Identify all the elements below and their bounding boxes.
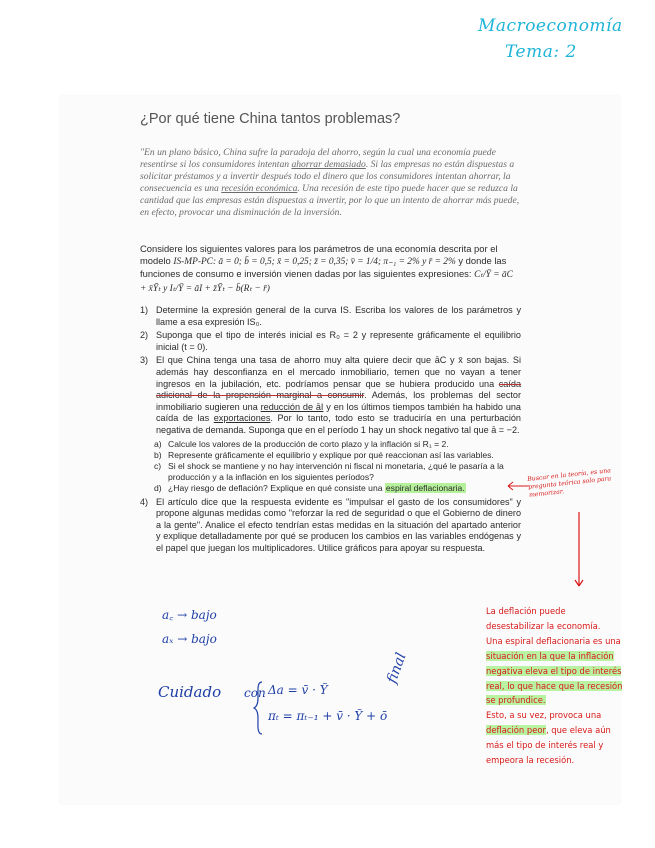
subquestion-text: Calcule los valores de la producción de corto plazo y la inflación si R₁ = 2. xyxy=(168,438,449,449)
subquestion-letter: c) xyxy=(154,460,162,471)
side-note-line-highlighted: real, lo que hace que la recesión xyxy=(486,680,623,691)
subquestion-text: Represente gráficamente el equilibrio y explique por qué reaccionan así las variables. xyxy=(168,449,494,460)
question-text: Determine la expresión general de la curva IS. Escriba los valores de los parámetros y llame a esa expresión IS₀. xyxy=(156,305,521,327)
quote-text: . Si las empresas no están dispuestas a solicitar préstamos y a invertir después todo el dinero que los consumidores intentan ahorrar, la consecuencia es una xyxy=(140,159,515,194)
subquestion-letter: d) xyxy=(154,483,162,494)
question-list xyxy=(140,305,521,557)
subquestion-b xyxy=(140,450,521,461)
handwritten-equation-2: πₜ = πₜ₋₁ + v̄ · Ỹ + ō xyxy=(268,709,388,723)
handwritten-topic: Tema: 2 xyxy=(505,42,577,62)
question-4 xyxy=(140,497,521,555)
side-note-line: La deflación puede xyxy=(486,606,566,616)
subquestion-text: Si el shock se mantiene y no hay intervención ni fiscal ni monetaria, ¿qué le pasaría a la producción y a la inflación en los siguientes períodos? xyxy=(168,460,504,483)
side-note-line-highlighted: se profundice. xyxy=(486,695,546,706)
question-number: 4) xyxy=(140,496,149,507)
handwritten-note-as: aₓ → bajo xyxy=(162,632,217,646)
side-note-line: , que eleva aún xyxy=(545,725,611,736)
side-note-line-highlighted: situación en la que la inflación xyxy=(486,650,614,661)
subquestion-c xyxy=(140,461,521,483)
question-text: El artículo dice que la respuesta evidente es "impulsar el gasto de los consumidores" y propone algunas medidas como "reforzar la red de seguridad o que el Gobierno de dinero a la gente". Analice el efecto tendrían estas medidas en la situación del apartado anterior y explique detalladamente por qué se producen los cambios en las variables endógenas y el papel que juegan los multiplicadores. Utilice gráficos para apoyar su respuesta. xyxy=(156,496,521,553)
intro-paragraph xyxy=(140,243,521,295)
handwritten-note-con: con xyxy=(244,686,266,700)
consumption-investment-expressions: Cₜ/Ȳ = āC + x̄Ỹₜ y Iₜ/Ȳ = āI + z̄Ỹₜ − b̄(Rₜ − r̄) xyxy=(140,270,513,294)
question-text: . Además, los problemas del sector inmobiliario sugieren una xyxy=(156,390,521,412)
side-note-line: Esto, a su vez, provoca una xyxy=(486,710,602,721)
question-text: y en los últimos tiempos también ha habido una caída de las xyxy=(156,401,521,424)
question-number: 2) xyxy=(140,330,149,341)
side-note-line-highlighted: deflación peor xyxy=(486,725,546,736)
model-name: IS-MP-PC xyxy=(173,257,213,268)
underlined-phrase: caída adicional de la propensión marginal a consumir xyxy=(156,378,521,401)
handwritten-note-cuidado: Cuidado xyxy=(158,683,222,701)
side-note-line: empeora la recesión. xyxy=(486,755,575,766)
question-text: . Por lo tanto, todo esto se traduciría en una perturbación negativa de demanda. Suponga que en el período 1 hay un shock negativo tal que ā = −2. xyxy=(156,413,521,435)
side-note-line-highlighted: negativa eleva el tipo de interés xyxy=(486,665,622,676)
down-arrow-icon xyxy=(572,510,586,590)
underlined-phrase: exportaciones xyxy=(213,413,271,424)
side-note-line: Una espiral deflacionaria es una xyxy=(486,635,621,646)
handwritten-equation-1: Δa = v̄ · Ỹ xyxy=(268,683,328,697)
quote-text: "En un plano básico, China sufre la paradoja del ahorro, según la cual una economía puede resentirse si los consumidores intentan xyxy=(140,147,496,170)
article-quote xyxy=(140,147,525,219)
side-note-line: desestabilizar la economía. xyxy=(486,620,601,631)
handwritten-note-ac: a꜀ → bajo xyxy=(162,608,217,622)
quote-underline-2: recesión económica xyxy=(221,183,298,194)
deflation-side-note xyxy=(486,604,652,768)
question-number: 1) xyxy=(140,305,149,315)
handwritten-signature: final xyxy=(384,650,410,686)
underlined-phrase: reducción de āI xyxy=(260,401,324,412)
curly-brace-icon xyxy=(253,680,265,736)
question-1 xyxy=(140,305,521,328)
highlighted-phrase: espiral deflacionaria. xyxy=(385,483,465,494)
document-title: ¿Por qué tiene China tantos problemas? xyxy=(140,111,401,127)
subquestion-letter: a) xyxy=(154,438,162,449)
red-margin-note: Buscar en la teoría, es una pregunta teórica solo para memorizar. xyxy=(527,467,612,499)
question-text: Suponga que el tipo de interés inicial es R₀ = 2 y represente gráficamente el equilibrio inicial (t = 0). xyxy=(156,330,521,352)
subquestion-letter: b) xyxy=(154,449,162,460)
side-note-line: más el tipo de interés real y xyxy=(486,740,604,751)
intro-text: y donde las funciones de consumo e inversión vienen dadas por las siguientes expresiones: xyxy=(140,255,507,280)
question-number: 3) xyxy=(140,355,149,366)
quote-text: . Una recesión de este tipo puede hacer que se reduzca la cantidad que las empresas están dispuestas a invertir, por lo que un intento de ahorrar más puede, en efecto, provocar una disminución de la inversión. xyxy=(140,183,520,218)
subquestion-a xyxy=(140,439,521,450)
subquestion-d xyxy=(140,483,521,494)
handwritten-course-title: Macroeconomía xyxy=(478,16,623,36)
question-2 xyxy=(140,330,521,353)
quote-underline-1: ahorrar demasiado xyxy=(291,159,366,170)
question-3 xyxy=(140,355,521,436)
subquestion-text: ¿Hay riesgo de deflación? Explique en qué consiste una xyxy=(168,483,385,494)
question-text: El que China tenga una tasa de ahorro muy alta quiere decir que āC y x̄ son bajas. Si además hay desconfianza en el mercado inmobiliario, temen que no vayan a tener ingresos en la jubilación, etc. podríamos pensar que se hubiera producido una xyxy=(156,355,521,389)
parameter-values: : ā = 0; b̄ = 0,5; x̄ = 0,25; z̄ = 0,35; v̄ = 1/4; π₋₁ = 2% y r̄ = 2% xyxy=(212,257,456,268)
intro-text: Considere los siguientes valores para los parámetros de una economía descrita por el modelo xyxy=(140,243,498,267)
